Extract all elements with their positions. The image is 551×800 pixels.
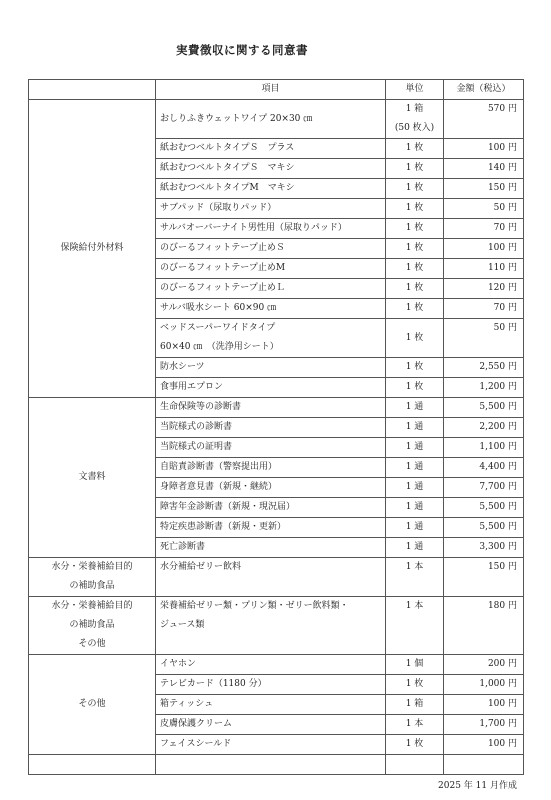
item-cell-line: 当院様式の診断書 (160, 422, 233, 432)
empty-cell (386, 755, 444, 775)
item-cell (156, 418, 386, 438)
unit-cell-line: 1 枚 (405, 163, 424, 173)
item-cell (156, 655, 386, 675)
price-cell: 5,500 円 (444, 398, 524, 418)
item-cell (156, 715, 386, 735)
unit-cell (386, 715, 444, 735)
unit-cell (386, 219, 444, 239)
unit-cell (386, 378, 444, 398)
category-label: 水分・栄養補給目的 (51, 601, 133, 611)
unit-cell-line: 1 枚 (405, 203, 424, 213)
item-cell (156, 139, 386, 159)
creation-date: 2025 年 11 月作成 (438, 781, 517, 791)
unit-cell (386, 139, 444, 159)
item-cell (156, 219, 386, 239)
unit-cell (386, 398, 444, 418)
unit-cell (386, 498, 444, 518)
price-cell: 110 円 (444, 259, 524, 279)
price-cell: 150 円 (444, 179, 524, 199)
unit-cell-line: 1 箱 (405, 699, 424, 709)
unit-cell (386, 597, 444, 655)
category-cell (29, 398, 156, 558)
price-cell: 50 円 (444, 199, 524, 219)
header-unit: 単位 (386, 80, 444, 100)
item-cell (156, 498, 386, 518)
unit-cell (386, 239, 444, 259)
item-cell (156, 518, 386, 538)
item-cell-line: 栄養補給ゼリー類・プリン類・ゼリー飲料類・ (160, 601, 349, 611)
unit-cell-line: 1 通 (405, 542, 424, 552)
unit-cell (386, 358, 444, 378)
unit-cell-line: 1 個 (405, 659, 424, 669)
table-row (29, 655, 524, 675)
item-cell (156, 558, 386, 597)
item-cell-line: ジュース類 (160, 620, 205, 630)
category-cell (29, 597, 156, 655)
price-cell: 5,500 円 (444, 498, 524, 518)
category-label: の補助食品 (69, 620, 115, 630)
price-cell: 120 円 (444, 279, 524, 299)
item-cell-line: おしりふきウェットワイプ 20×30 ㎝ (160, 113, 313, 124)
category-cell (29, 655, 156, 755)
table-header-row (29, 80, 524, 100)
unit-cell (386, 478, 444, 498)
price-cell: 5,500 円 (444, 518, 524, 538)
unit-cell-line: 1 本 (405, 601, 424, 611)
price-cell: 70 円 (444, 299, 524, 319)
price-cell: 7,700 円 (444, 478, 524, 498)
item-cell-line: 死亡診断書 (160, 542, 206, 552)
item-cell-line: ベッドスーパーワイドタイプ (160, 323, 276, 333)
price-cell: 1,000 円 (444, 675, 524, 695)
item-cell (156, 199, 386, 219)
category-cell (29, 558, 156, 597)
unit-cell (386, 518, 444, 538)
price-cell: 140 円 (444, 159, 524, 179)
unit-cell-line: 1 本 (405, 562, 424, 572)
item-cell-line: 紙おむつベルトタイプＳ マキシ (160, 163, 295, 173)
category-label: 水分・栄養補給目的 (51, 562, 133, 572)
category-label: 保険給付外材料 (60, 243, 124, 253)
item-cell-line: サブパッド（尿取りパッド） (160, 203, 277, 213)
item-cell (156, 597, 386, 655)
unit-cell-line: 1 枚 (405, 739, 424, 749)
table-row (29, 100, 524, 139)
unit-cell (386, 100, 444, 139)
item-cell-line: サルバオーバーナイト男性用（尿取りパッド） (160, 223, 347, 233)
item-cell (156, 159, 386, 179)
unit-cell (386, 558, 444, 597)
fee-table (28, 79, 524, 775)
empty-row (29, 755, 524, 775)
item-cell-line: フェイスシールド (160, 739, 232, 749)
empty-cell (29, 755, 156, 775)
unit-cell (386, 279, 444, 299)
item-cell-line: 身障者意見書（新規・継続） (160, 482, 278, 492)
header-item: 項目 (156, 80, 386, 100)
item-cell (156, 319, 386, 358)
price-cell: 150 円 (444, 558, 524, 597)
unit-cell-line: 1 枚 (405, 143, 424, 153)
item-cell-line: 紙おむつベルトタイプM マキシ (160, 183, 295, 193)
item-cell (156, 259, 386, 279)
unit-cell-line: 1 枚 (405, 332, 424, 343)
item-cell (156, 398, 386, 418)
item-cell-line: テレビカード（1180 分） (160, 679, 267, 689)
item-cell (156, 458, 386, 478)
unit-cell-line: 1 枚 (405, 263, 424, 273)
unit-cell-line: 1 枚 (405, 679, 424, 689)
unit-cell (386, 299, 444, 319)
item-cell (156, 438, 386, 458)
price-cell: 200 円 (444, 655, 524, 675)
unit-cell-line: 1 通 (405, 402, 424, 412)
unit-cell-line: 1 枚 (405, 283, 424, 293)
price-cell: 180 円 (444, 597, 524, 655)
price-cell: 2,200 円 (444, 418, 524, 438)
item-cell (156, 695, 386, 715)
header-category (29, 80, 156, 100)
unit-cell (386, 259, 444, 279)
price-cell: 100 円 (444, 239, 524, 259)
price-cell: 570 円 (444, 100, 524, 139)
item-cell-line: 障害年金診断書（新規・現況届） (160, 502, 296, 512)
item-cell-line: サルバ吸水シート 60×90 ㎝ (160, 303, 277, 313)
item-cell (156, 239, 386, 259)
category-cell (29, 100, 156, 398)
empty-cell (156, 755, 386, 775)
item-cell (156, 299, 386, 319)
item-cell (156, 279, 386, 299)
item-cell-line: 60×40 ㎝ （洗浄用シート） (160, 342, 279, 352)
item-cell-line: 食事用エプロン (160, 382, 224, 392)
unit-cell (386, 418, 444, 438)
item-cell (156, 358, 386, 378)
item-cell (156, 675, 386, 695)
header-price: 金額（税込） (444, 80, 524, 100)
unit-cell-line: 1 枚 (405, 223, 424, 233)
item-cell-line: のびーるフィットテープ止めM (160, 263, 286, 273)
unit-cell-line: 1 通 (405, 442, 424, 452)
price-cell: 70 円 (444, 219, 524, 239)
price-cell: 100 円 (444, 139, 524, 159)
price-cell: 50 円 (444, 319, 524, 358)
unit-cell-line: 1 枚 (405, 382, 424, 392)
unit-cell (386, 538, 444, 558)
unit-cell-line: 1 通 (405, 502, 424, 512)
unit-cell-line: 1 箱 (405, 104, 424, 114)
price-cell: 100 円 (444, 695, 524, 715)
table-row (29, 558, 524, 597)
unit-cell-line: 1 枚 (405, 303, 424, 313)
item-cell-line: 皮膚保護クリーム (160, 719, 233, 729)
unit-cell (386, 319, 444, 358)
item-cell (156, 478, 386, 498)
unit-cell-line: (50 枚入) (394, 123, 435, 133)
item-cell-line: 水分補給ゼリー飲料 (160, 562, 242, 572)
table-row (29, 398, 524, 418)
category-label: その他 (78, 699, 106, 709)
item-cell-line: のびーるフィットテープ止めＬ (160, 283, 285, 293)
unit-cell-line: 1 通 (405, 482, 424, 492)
document-title: 実費徴収に関する同意書 (176, 43, 308, 57)
unit-cell-line: 1 通 (405, 422, 424, 432)
unit-cell (386, 179, 444, 199)
unit-cell (386, 199, 444, 219)
price-cell: 3,300 円 (444, 538, 524, 558)
unit-cell-line: 1 枚 (405, 362, 424, 372)
price-cell: 1,700 円 (444, 715, 524, 735)
item-cell (156, 538, 386, 558)
item-cell-line: 当院様式の証明書 (160, 442, 233, 452)
unit-cell-line: 1 本 (405, 719, 424, 729)
item-cell-line: のびーるフィットテープ止めＳ (160, 243, 285, 253)
price-cell: 4,400 円 (444, 458, 524, 478)
unit-cell-line: 1 枚 (405, 243, 424, 253)
unit-cell (386, 159, 444, 179)
unit-cell (386, 675, 444, 695)
price-cell: 1,100 円 (444, 438, 524, 458)
price-cell: 2,550 円 (444, 358, 524, 378)
unit-cell-line: 1 通 (405, 522, 424, 532)
empty-cell (444, 755, 524, 775)
item-cell-line: イヤホン (160, 659, 197, 669)
item-cell (156, 100, 386, 139)
unit-cell (386, 438, 444, 458)
item-cell (156, 735, 386, 755)
item-cell-line: 防水シーツ (160, 362, 205, 372)
item-cell-line: 特定疾患診断書（新規・更新） (160, 522, 287, 532)
category-label: の補助食品 (69, 581, 115, 591)
item-cell-line: 紙おむつベルトタイプＳ プラス (160, 143, 295, 153)
price-cell: 100 円 (444, 735, 524, 755)
unit-cell-line: 1 通 (405, 462, 424, 472)
item-cell-line: 自賠責診断書（警察提出用） (160, 462, 278, 472)
table-row (29, 597, 524, 655)
unit-cell (386, 458, 444, 478)
item-cell-line: 生命保険等の診断書 (160, 402, 242, 412)
item-cell (156, 378, 386, 398)
price-cell: 1,200 円 (444, 378, 524, 398)
unit-cell (386, 735, 444, 755)
unit-cell-line: 1 枚 (405, 183, 424, 193)
unit-cell (386, 655, 444, 675)
unit-cell (386, 695, 444, 715)
item-cell-line: 箱ティッシュ (160, 699, 214, 709)
category-label: その他 (78, 639, 106, 649)
category-label: 文書料 (78, 472, 106, 482)
item-cell (156, 179, 386, 199)
